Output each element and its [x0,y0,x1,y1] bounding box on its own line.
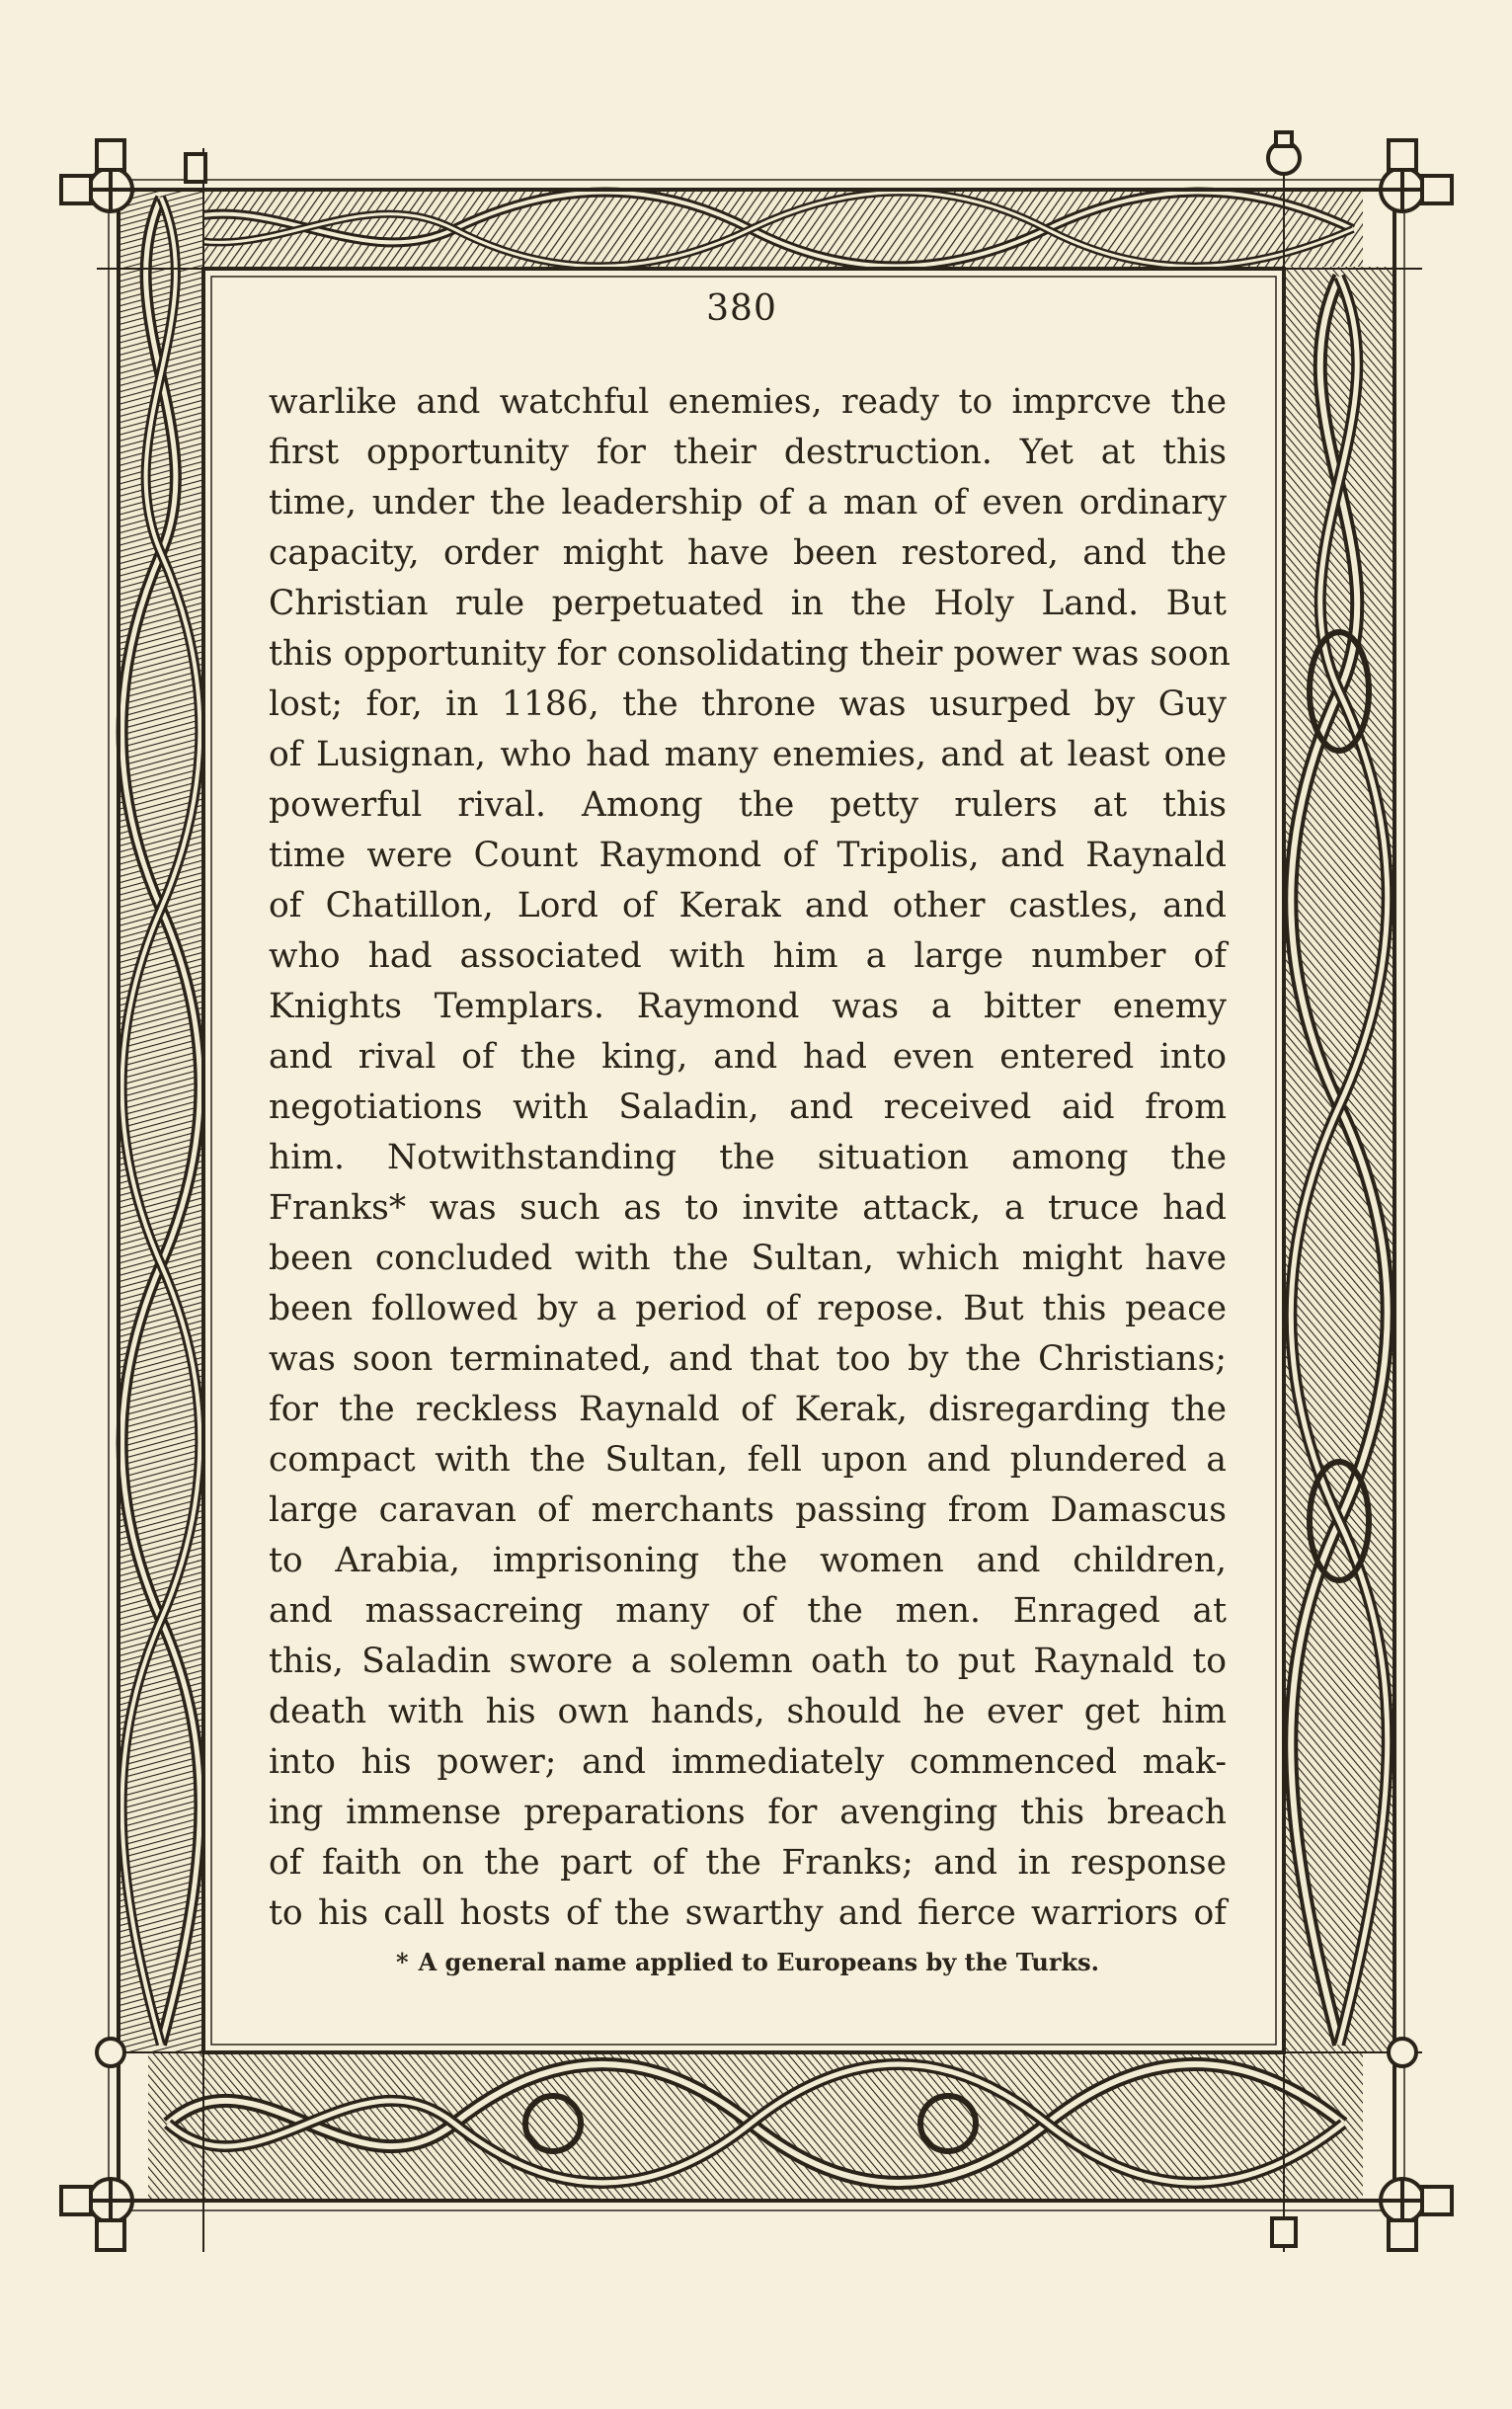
text-line: compact with the Sultan, fell upon and plundered a [269,1440,1227,1480]
page-number: 380 [706,288,777,329]
top-border-band [148,190,1363,269]
text-line: of Chatillon, Lord of Kerak and other castles, and [269,886,1227,925]
text-line: been followed by a period of repose. But this peace [269,1289,1227,1328]
text-line: of Lusignan, who had many enemies, and at least one [269,735,1227,774]
text-line: time were Count Raymond of Tripolis, and Raynald [269,836,1227,875]
text-line: him. Notwithstanding the situation among the [269,1138,1227,1177]
left-border-band [119,190,203,2052]
footnote-marker: * [396,1948,409,1976]
text-line: warlike and watchful enemies, ready to imprcve the [269,382,1227,422]
text-line: death with his own hands, should he ever get him [269,1692,1227,1731]
text-line: was soon terminated, and that too by the Christians; [269,1339,1227,1379]
text-line: Christian rule perpetuated in the Holy Land. But [269,584,1227,623]
text-line: into his power; and immediately commenced mak- [269,1742,1227,1782]
text-line: powerful rival. Among the petty rulers at this [269,785,1227,825]
text-line: to Arabia, imprisoning the women and children, [269,1541,1227,1580]
text-line: large caravan of merchants passing from Damascus [269,1490,1227,1530]
body-text [269,377,1231,1939]
text-line: ing immense preparations for avenging this breach [269,1793,1227,1832]
text-line: and massacreing many of the men. Enraged at [269,1591,1227,1631]
text-line: this opportunity for consolidating their power was soon [269,634,1231,674]
text-line: negotiations with Saladin, and received aid from [269,1087,1227,1127]
footnote-text: A general name applied to Europeans by the Turks. [418,1948,1099,1976]
text-line: this, Saladin swore a solemn oath to put Raynald to [269,1642,1227,1681]
text-line: of faith on the part of the Franks; and in response [269,1843,1227,1883]
text-panel [203,269,1280,2035]
text-line: time, under the leadership of a man of even ordinary [269,483,1227,522]
bottom-border-band [148,2052,1363,2201]
text-line: first opportunity for their destruction. Yet at this [269,433,1227,472]
text-line: Franks* was such as to invite attack, a truce had [269,1188,1227,1228]
footnote [269,1948,1227,1976]
text-line: for the reckless Raynald of Kerak, disregarding the [269,1390,1227,1429]
text-line: capacity, order might have been restored, and the [269,533,1227,573]
text-line: Knights Templars. Raymond was a bitter enemy [269,987,1227,1026]
text-line: who had associated with him a large number of [269,936,1227,976]
text-line: lost; for, in 1186, the throne was usurped by Guy [269,684,1227,724]
text-line: been concluded with the Sultan, which might have [269,1239,1227,1278]
text-line: to his call hosts of the swarthy and fierce warriors of [269,1893,1227,1933]
text-line: and rival of the king, and had even entered into [269,1037,1227,1077]
right-border-band [1284,267,1394,2052]
